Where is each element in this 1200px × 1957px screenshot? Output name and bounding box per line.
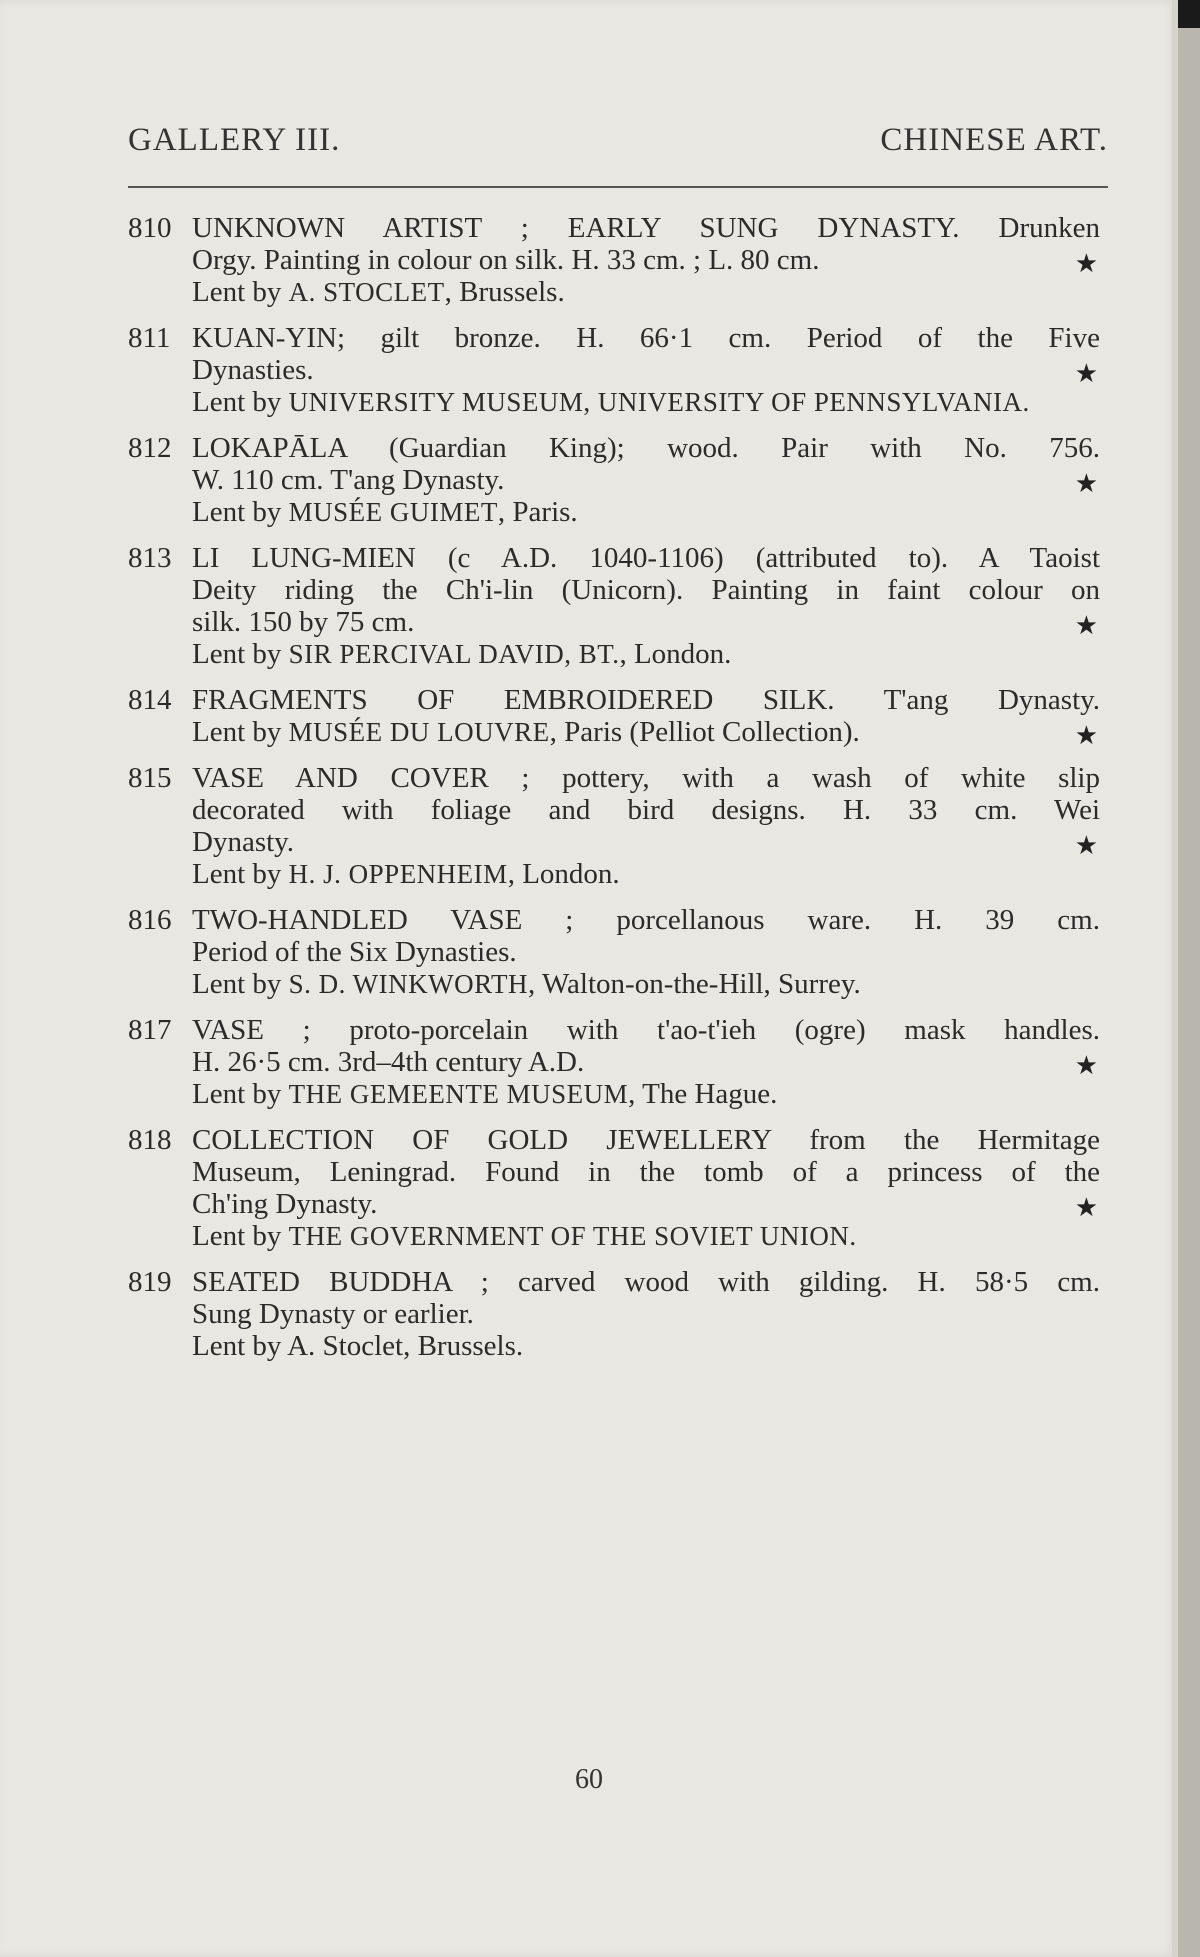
entry-description-line [192,1188,1100,1223]
lender-name: UNIVERSITY MUSEUM, UNIVERSITY OF PENNSYLVANIA. [288,387,1030,417]
entry-description-line: Museum, Leningrad. Found in the tomb of a princess of the [192,1156,1100,1188]
page-number: 60 [575,1764,603,1795]
catalogue-entry-810 [128,212,1100,308]
header-section: CHINESE ART. [880,122,1108,158]
entry-description-line: UNKNOWN ARTIST ; EARLY SUNG DYNASTY. Drunken [192,212,1100,244]
entry-description-line: LI LUNG-MIEN (c A.D. 1040-1106) (attributed to). A Taoist [192,542,1100,574]
lender-name: MUSÉE DU LOUVRE [288,717,550,747]
entry-lender [192,968,1100,1000]
entry-lender [192,1330,1100,1362]
entry-description-line [192,244,1100,279]
entry-number: 819 [128,1266,172,1298]
entry-description-line: decorated with foliage and bird designs. H. 33 cm. Wei [192,794,1100,826]
catalogue-entry-819 [128,1266,1100,1362]
entry-description-line: Deity riding the Ch'i-lin (Unicorn). Painting in faint colour on [192,574,1100,606]
entry-description-line: FRAGMENTS OF EMBROIDERED SILK. T'ang Dynasty. [192,684,1100,716]
entry-number: 817 [128,1014,172,1046]
star-icon: ★ [1074,249,1098,279]
lent-by-label: Lent by [192,276,282,308]
entry-lender [192,386,1100,418]
lender-location: , London. [507,858,620,890]
lender-name: MUSÉE GUIMET [288,497,498,527]
catalogue-entry-813 [128,542,1100,670]
lender-location: , Brussels. [444,276,565,308]
lender-name: H. J. OPPENHEIM [288,859,508,889]
star-icon: ★ [1074,359,1098,389]
lent-by-label: Lent by [192,858,282,890]
entry-lender [192,716,1100,751]
lent-by-label: Lent by [192,496,282,528]
star-icon: ★ [1074,1051,1098,1081]
lender-location: , Paris. [497,496,578,528]
star-icon: ★ [1074,721,1098,751]
entry-lender [192,638,1100,670]
lender-location: , Walton-on-the-Hill, Surrey. [528,968,861,1000]
entry-description-text: Dynasty. [192,826,295,858]
lender-location: , London. [619,638,732,670]
lender-name: THE GOVERNMENT OF THE SOVIET UNION. [288,1221,857,1251]
lender-name: A. Stoclet [287,1330,404,1362]
lent-by-label: Lent by [192,1078,282,1110]
entry-description-line [192,826,1100,861]
entry-lender [192,858,1100,890]
entry-lender [192,276,1100,308]
entry-number: 816 [128,904,172,936]
entry-description-line: VASE AND COVER ; pottery, with a wash of white slip [192,762,1100,794]
entry-description-line: Sung Dynasty or earlier. [192,1298,474,1330]
entry-description-text: W. 110 cm. T'ang Dynasty. [192,464,505,496]
star-icon: ★ [1074,1193,1098,1223]
entry-description-text: silk. 150 by 75 cm. [192,606,415,638]
header-rule [128,186,1108,188]
entry-description-line: LOKAPĀLA (Guardian King); wood. Pair with No. 756. [192,432,1100,464]
lent-by-label: Lent by [192,386,282,418]
catalogue-entry-814 [128,684,1100,751]
lender-location: , The Hague. [628,1078,778,1110]
header-gallery: GALLERY III. [128,122,341,158]
catalogue-entries [128,212,1100,1376]
entry-description-line [192,354,1100,389]
entry-description-line: Period of the Six Dynasties. [192,936,517,968]
page-edge [1172,0,1178,1957]
entry-description-line: KUAN-YIN; gilt bronze. H. 66·1 cm. Period of the Five [192,322,1100,354]
entry-description-line: SEATED BUDDHA ; carved wood with gilding. H. 58·5 cm. [192,1266,1100,1298]
entry-number: 814 [128,684,172,716]
entry-number: 813 [128,542,172,574]
lent-by-label: Lent by [192,968,282,1000]
entry-description-line: TWO-HANDLED VASE ; porcellanous ware. H. 39 cm. [192,904,1100,936]
entry-description-line [192,606,1100,641]
entry-number: 815 [128,762,172,794]
entry-lender [192,496,1100,528]
entry-description-line [192,1046,1100,1081]
entry-description-line: VASE ; proto-porcelain with t'ao-t'ieh (ogre) mask handles. [192,1014,1100,1046]
star-icon: ★ [1074,611,1098,641]
entry-description-text: H. 26·5 cm. 3rd–4th century A.D. [192,1046,585,1078]
lender-name: SIR PERCIVAL DAVID, BT. [288,639,620,669]
entry-description-text: Ch'ing Dynasty. [192,1188,378,1220]
lender-location: , Brussels. [403,1330,524,1362]
lender-name: THE GEMEENTE MUSEUM [288,1079,629,1109]
lent-by-label: Lent by [192,638,282,670]
entry-lender [192,1078,1100,1110]
star-icon: ★ [1074,831,1098,861]
catalogue-entry-818 [128,1124,1100,1252]
running-header [128,122,1108,159]
page-corner-mark [1178,0,1200,28]
entry-description-text: Dynasties. [192,354,314,386]
entry-number: 811 [128,322,171,354]
entry-description-text: Orgy. Painting in colour on silk. H. 33 cm. ; L. 80 cm. [192,244,820,276]
entry-description-line: COLLECTION OF GOLD JEWELLERY from the Hermitage [192,1124,1100,1156]
catalogue-entry-811 [128,322,1100,418]
entry-number: 818 [128,1124,172,1156]
catalogue-entry-815 [128,762,1100,890]
lender-location: , Paris (Pelliot Collection). [549,716,860,748]
lender-name: A. STOCLET [288,277,445,307]
star-icon: ★ [1074,469,1098,499]
lent-by-label: Lent by [192,1330,282,1362]
catalogue-entry-817 [128,1014,1100,1110]
lent-by-label: Lent by [192,716,282,748]
entry-description-line [192,464,1100,499]
catalogue-entry-816 [128,904,1100,1000]
lender-name: S. D. WINKWORTH [288,969,529,999]
entry-number: 810 [128,212,172,244]
catalogue-entry-812 [128,432,1100,528]
entry-lender [192,1220,1100,1252]
lent-by-label: Lent by [192,1220,282,1252]
entry-number: 812 [128,432,172,464]
